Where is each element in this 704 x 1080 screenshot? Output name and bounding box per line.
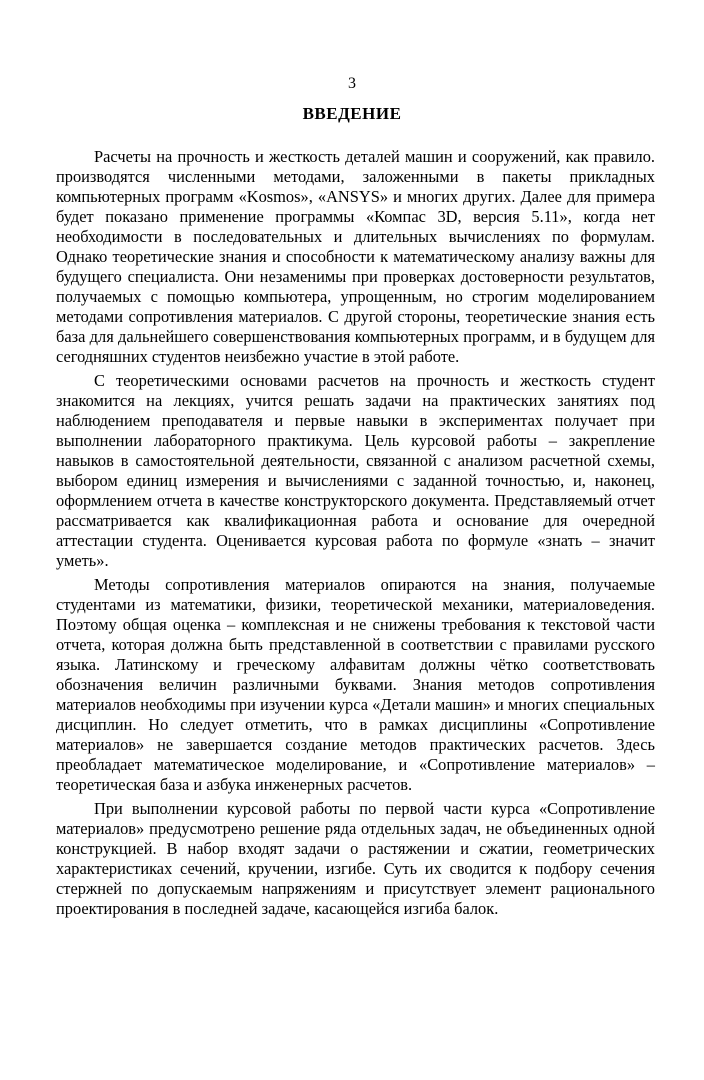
paragraph: С теоретическими основами расчетов на прочность и жесткость студент знакомится на лекциях, учится решать задачи на практических занятиях под наблюдением преподавателя и первые навыки в экспериментах получает при выполнении лабораторного практикума. Цель курсовой работы – закрепление навыков в самостоятельной деятельности, связанной с анализом расчетной схемы, выбором единиц измерения и вычислениями с заданной точностью, и, наконец, оформлением отчета в качестве конструкторского документа. Представляемый отчет рассматривается как квалификационная работа и основание для очередной аттестации студента. Оценивается курсовая работа по формуле «знать – значит уметь».: [56, 371, 655, 570]
section-title: ВВЕДЕНИЕ: [302, 104, 402, 123]
page-number: 3: [348, 75, 356, 92]
paragraph: При выполнении курсовой работы по первой части курса «Сопротивление материалов» предусмотрено решение ряда отдельных задач, не объединенных одной конструкцией. В набор входят задачи о растяжении и сжатии, геометрических характеристиках сечений, кручении, изгибе. Суть их сводится к подбору сечения стержней по допускаемым напряжениям и присутствует элемент рационального проектирования в последней задаче, касающейся изгиба балок.: [56, 799, 655, 918]
paragraph: Расчеты на прочность и жесткость деталей машин и сооружений, как правило. производятся численными методами, заложенными в пакеты прикладных компьютерных программ «Kosmos», «ANSYS» и многих других. Далее для примера будет показано применение программы «Компас 3D, версия 5.11», когда нет необходимости в последовательных и длительных вычислениях по формулам. Однако теоретические знания и способности к математическому анализу важны для будущего специалиста. Они незаменимы при проверках достоверности результатов, получаемых с помощью компьютера, упрощенным, но строгим моделированием методами сопротивления материалов. С другой стороны, теоретические знания есть база для дальнейшего совершенствования компьютерных программ, и в будущем для сегодняшних студентов неизбежно участие в этой работе.: [56, 147, 655, 366]
body-text: [56, 147, 655, 919]
paragraph: Методы сопротивления материалов опираются на знания, получаемые студентами из математики, физики, теоретической механики, материаловедения. Поэтому общая оценка – комплексная и не снижены требования к текстовой части отчета, которая должна быть представленной в соответствии с правилами русского языка. Латинскому и греческому алфавитам должны чётко соответствовать обозначения величин различными буквами. Знания методов сопротивления материалов необходимы при изучении курса «Детали машин» и многих специальных дисциплин. Но следует отметить, что в рамках дисциплины «Сопротивление материалов» не завершается создание методов практических расчетов. Здесь преобладает математическое моделирование, и «Сопротивление материалов» – теоретическая база и азбука инженерных расчетов.: [56, 575, 655, 794]
